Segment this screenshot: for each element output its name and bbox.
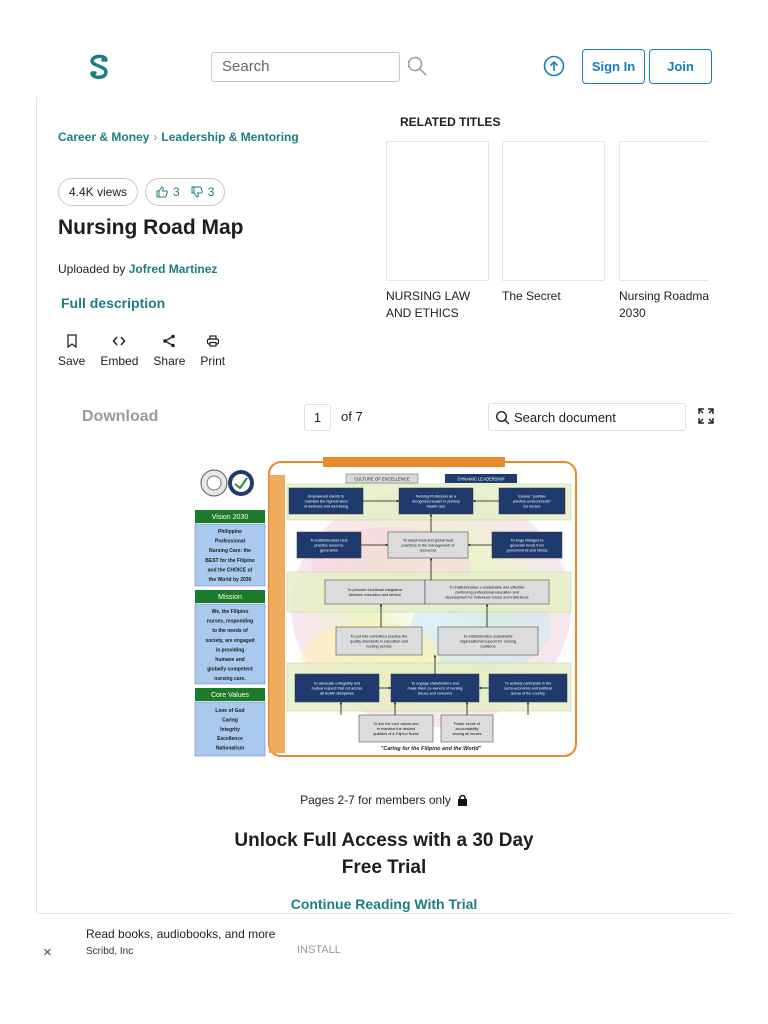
close-icon[interactable]: × [43,944,52,961]
goal-accountability-text: accountability [455,727,479,731]
chevron-right-icon: › [153,130,158,144]
goal-engage-stakeholders-text: make them co-owners of nursing [407,686,463,691]
mission-text: society, are engaged [205,637,255,644]
thumbs-down-icon[interactable] [191,186,203,198]
vote-pill [145,178,225,206]
related-title-line: 2030 [619,306,646,320]
goal-participate-text: arena of the country [511,691,545,696]
mission-text: to the needs of [212,628,248,635]
print-icon [206,334,220,348]
goal-organizational-support-text: To institutionalize sustainable [463,634,513,639]
page-count: of 7 [341,409,363,424]
core-values-text: Nationalism [215,745,245,752]
goal-forge-linkages-text: To forge linkages to [510,538,544,543]
mission-text: globally competent [207,666,253,673]
banner-text: Read books, audiobooks, and more [86,927,276,941]
downvote-count: 3 [207,185,215,199]
vision-text: Philippine [218,529,242,535]
goal-functional-integration-box [325,580,425,604]
document-title: Nursing Road Map [58,216,244,239]
embed-button[interactable] [100,334,138,368]
goal-collegiality-text: To advocate collegiality and [313,681,361,686]
lock-icon [457,794,468,806]
core-values-text: Love of God [215,708,245,714]
scribd-logo-icon[interactable] [86,52,112,82]
goal-continuing-education-text: To institutionalize a sustainable and effective [449,585,525,590]
mission-text: We, the Filipino [211,609,249,615]
core-values-text: Integrity [220,726,240,733]
mission-text: nursing care. [214,676,246,683]
core-values-heading: Core Values [210,692,250,699]
vision-heading: Vision 2030 [211,514,249,521]
related-title-line: Nursing Roadma [619,289,709,303]
goal-adopt-practices-text: practices in the management of [401,543,455,548]
bookmark-icon [65,334,79,348]
search-document-placeholder: Search document [514,409,616,425]
breadcrumb [58,130,299,144]
views-count: 4.4K views [58,178,138,206]
goal-core-values-text: qualities of a Filipino Nurse [373,732,419,736]
mission-text: in providing [215,647,245,654]
install-button[interactable]: INSTALL [297,944,341,956]
related-thumbnail[interactable] [386,141,489,281]
mission-text: humane and [215,657,245,663]
banner-company: Scribd, Inc [86,946,134,957]
related-item-title[interactable] [619,288,709,322]
goal-quality-standards-text: To put into committed practice the [350,634,408,639]
mission-text: nurses, responding [206,618,254,625]
core-values-text: Excellence [217,736,243,743]
upload-icon[interactable] [543,55,565,77]
join-button[interactable]: Join [649,49,712,84]
vision-text: Nursing Care: the [209,548,251,555]
full-description-link[interactable]: Full description [61,295,166,311]
goal-empowered-clients-text: maintain the highest level [304,499,348,504]
vision-text: BEST for the Filipino [205,557,255,564]
goal-forge-linkages-text: generate funds from [510,543,544,548]
goal-positive-practice-text: practice environments" [512,499,552,504]
goal-best-practice-text: generation [320,548,338,553]
search-icon [495,410,510,425]
save-button[interactable] [58,334,85,368]
breadcrumb-leadership[interactable]: Leadership & Mentoring [161,130,299,144]
related-item-title[interactable] [386,288,496,322]
goal-engage-stakeholders-text: issues and concerns [417,691,453,696]
code-icon [112,334,126,348]
share-label: Share [153,354,186,368]
vision-text: and the CHOICE of [207,567,253,574]
unlock-line: Free Trial [341,857,427,878]
dynamic-banner: DYNAMIC LEADERSHIP [457,476,505,482]
related-item-title[interactable] [502,288,612,305]
goal-empowered-clients-text: of wellness and well-being [303,504,349,509]
page-number-input[interactable]: 1 [304,404,331,431]
unlock-heading [0,827,768,881]
goal-positive-practice-text: for nurses [523,504,541,509]
goal-engage-stakeholders-text: To engage stakeholders and [411,681,459,686]
goal-organizational-support-text: organizational support for nursing [459,639,517,644]
sign-in-button[interactable]: Sign In [582,49,645,84]
nursing-roadmap-page [191,457,580,761]
goal-functional-integration-text: between education and service [348,593,402,597]
print-label: Print [200,354,226,368]
related-title-line: NURSING LAW [386,289,471,303]
save-label: Save [58,354,86,368]
core-values-text: Caring [222,717,238,724]
goal-forge-linkages-text: governments and NGOs [506,548,548,553]
share-icon [162,334,176,348]
search-icon[interactable] [406,55,428,77]
goal-participate-text: socio-economic and political [504,686,552,691]
goal-collegiality-text: all health disciplines [320,691,354,696]
unlock-line: Unlock Full Access with a 30 Day [234,830,534,851]
goal-quality-standards-text: nursing service [366,644,392,649]
author-link[interactable]: Jofred Martinez [128,262,218,276]
goal-continuing-education-text: development for individual nurses and institutions [445,595,529,600]
goal-nursing-profession-text: health care [426,504,446,509]
goal-organizational-support-text: positions [480,644,496,649]
goal-accountability-text: among all nurses [452,732,482,736]
related-title-line: AND ETHICS [386,306,459,320]
uploaded-by-label: Uploaded by [58,262,126,276]
share-button[interactable] [153,334,185,368]
upvote-count: 3 [173,185,180,199]
action-bar [58,334,225,368]
culture-banner: CULTURE OF EXCELLENCE [354,476,410,482]
related-titles-heading: RELATED TITLES [400,115,501,129]
goal-continuing-education-text: continuing professional education and [455,590,519,595]
vision-text: the World by 2030 [208,577,252,583]
search-input[interactable]: Search [211,52,400,82]
goal-collegiality-text: mutual respect that cut across [311,686,363,691]
related-thumbnail[interactable] [502,141,605,281]
goal-best-practice-text: To institutionalize best [310,538,348,543]
goal-core-values-text: To live the core values and [373,722,419,726]
uploaded-by [58,262,217,276]
download-button[interactable]: Download [82,408,159,425]
print-button[interactable] [200,334,225,368]
members-only-text: Pages 2-7 for members only [300,793,451,807]
goal-nursing-profession-text: recognized leader in primary [412,499,460,504]
goal-functional-integration-text: To promote functional integration [347,588,403,592]
roadmap-tagline: "Caring for the Filipino and the World" [380,746,482,752]
goal-accountability-text: Foster sense of [453,722,481,726]
fullscreen-icon[interactable] [697,407,715,425]
goal-adopt-practices-text: To adopt local and global best [402,538,454,543]
app-install-banner [36,913,733,988]
goal-empowered-clients-text: Empowered clients to [307,494,345,499]
goal-adopt-practices-text: resources [419,548,437,553]
goal-quality-standards-text: quality standards in education and [350,639,408,644]
goal-participate-text: To actively participate in the [504,681,552,686]
members-only-notice [0,793,768,807]
related-thumbnail[interactable] [619,141,709,281]
goal-best-practice-text: practice resource [314,543,344,548]
related-title-line: The Secret [502,289,561,303]
goal-nursing-profession-text: Nursing Profession as a [415,494,457,499]
goal-core-values-text: to manifest the desired [376,727,416,731]
mission-heading: Mission [218,594,242,601]
breadcrumb-career-money[interactable]: Career & Money [58,130,150,144]
continue-reading-link[interactable]: Continue Reading With Trial [290,896,478,912]
thumbs-up-icon[interactable] [156,186,168,198]
vision-text: Professional [214,538,246,545]
embed-label: Embed [100,354,139,368]
goal-positive-practice-text: Ensure "positive [518,494,546,499]
search-document-input[interactable] [488,403,686,431]
